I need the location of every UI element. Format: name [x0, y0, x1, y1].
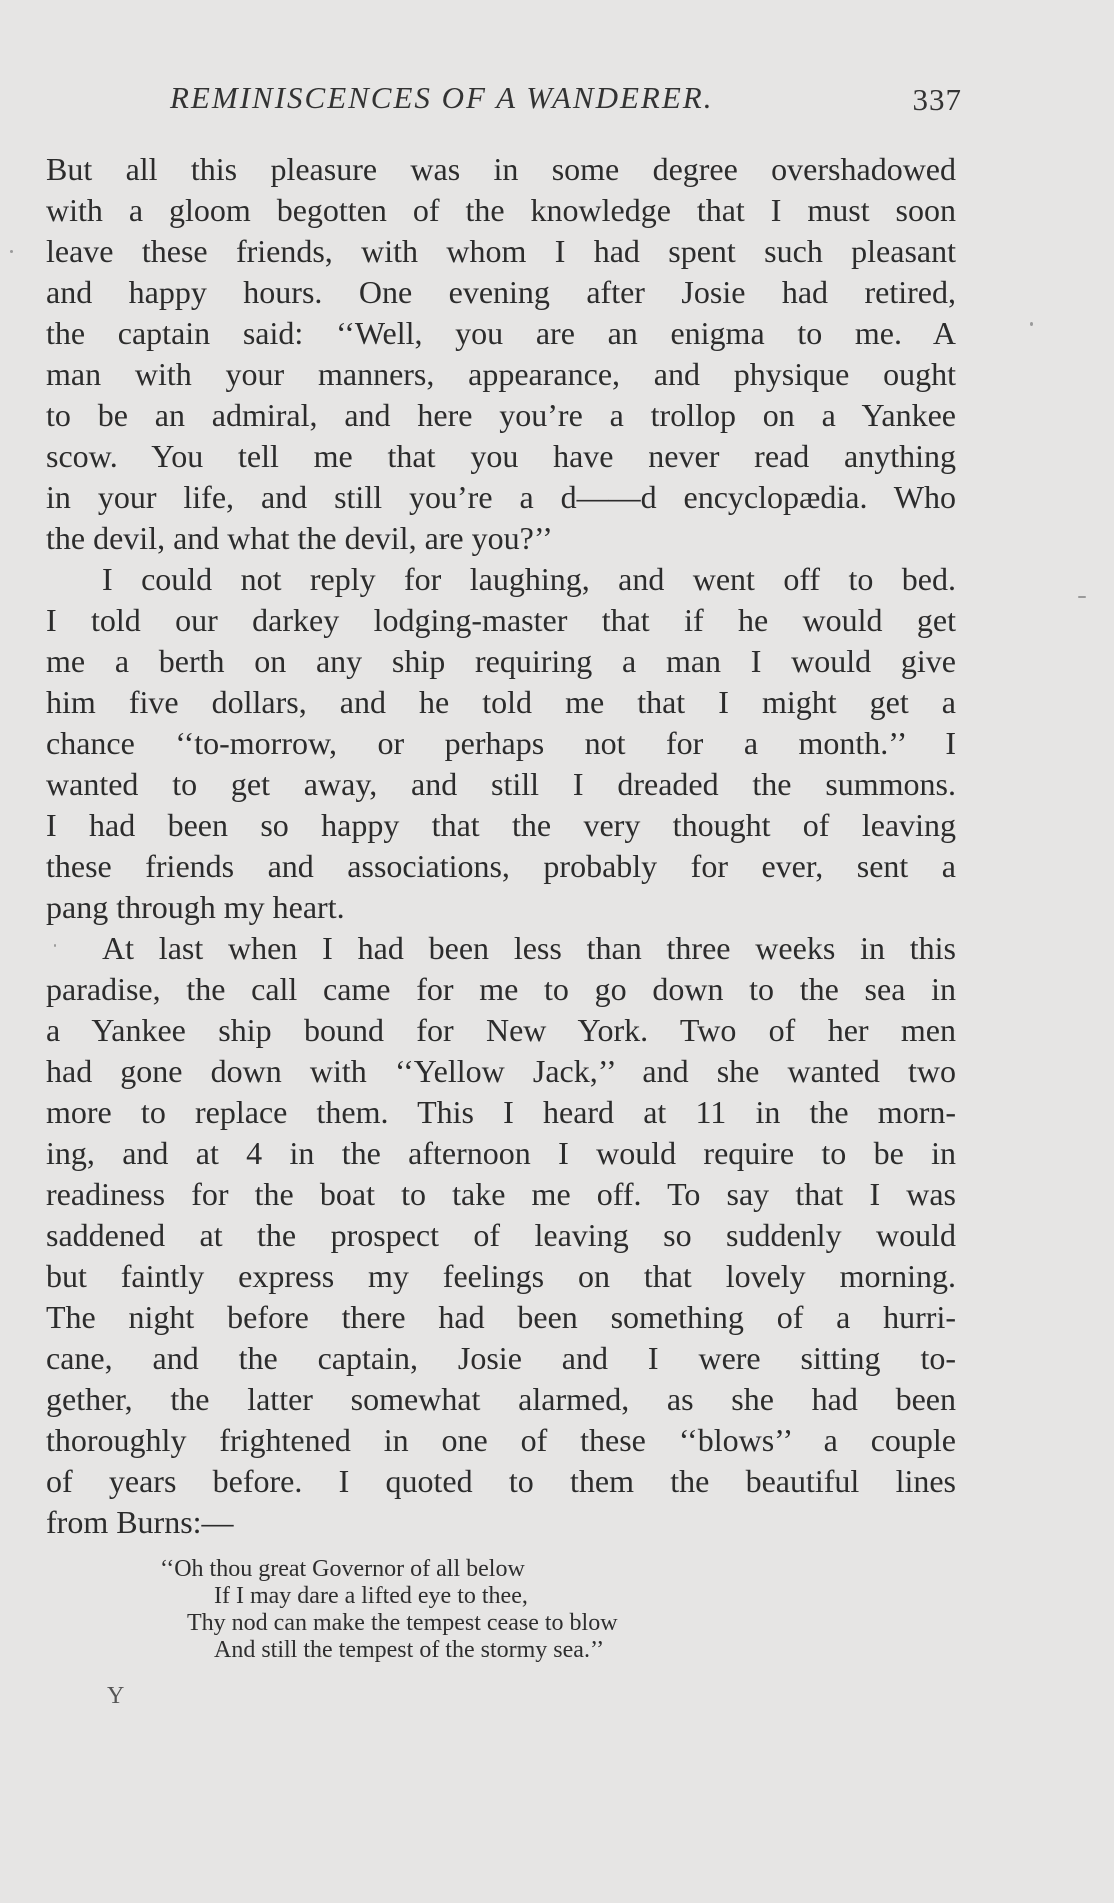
text-line: the devil, and what the devil, are you?’’	[46, 520, 553, 556]
text-line: of years before. I quoted to them the beautiful lines	[46, 1463, 956, 1499]
text-line: I told our darkey lodging-master that if he would get	[46, 602, 956, 638]
text-line: had gone down with ‘‘Yellow Jack,’’ and she wanted two	[46, 1053, 956, 1089]
text-line: I could not reply for laughing, and went off to bed.	[102, 561, 956, 597]
paper-speck	[54, 944, 56, 947]
text-line: in your life, and still you’re a d——d encyclopædia. Who	[46, 479, 956, 515]
text-line: the captain said: ‘‘Well, you are an enigma to me. A	[46, 315, 956, 351]
poem-quote	[160, 1556, 810, 1664]
paper-speck	[1078, 596, 1086, 598]
text-line: paradise, the call came for me to go down to the sea in	[46, 971, 956, 1007]
text-line: cane, and the captain, Josie and I were sitting to-	[46, 1340, 956, 1376]
text-line: man with your manners, appearance, and physique ought	[46, 356, 956, 392]
text-line: from Burns:—	[46, 1504, 234, 1540]
text-line: I had been so happy that the very thought of leaving	[46, 807, 956, 843]
text-line: gether, the latter somewhat alarmed, as she had been	[46, 1381, 956, 1417]
text-line: and happy hours. One evening after Josie had retired,	[46, 274, 956, 310]
text-line: pang through my heart.	[46, 889, 345, 925]
poem-line: And still the tempest of the stormy sea.’’	[214, 1637, 605, 1663]
text-line: scow. You tell me that you have never read anything	[46, 438, 956, 474]
text-line: But all this pleasure was in some degree overshadowed	[46, 151, 956, 187]
text-line: ing, and at 4 in the afternoon I would require to be in	[46, 1135, 956, 1171]
paragraph-3	[46, 928, 956, 1543]
text-line: to be an admiral, and here you’re a trollop on a Yankee	[46, 397, 956, 433]
text-line: chance ‘‘to-morrow, or perhaps not for a month.’’ I	[46, 725, 956, 761]
page-number: 337	[912, 82, 962, 117]
page-header	[170, 80, 970, 120]
text-line: thoroughly frightened in one of these ‘‘blows’’ a couple	[46, 1422, 956, 1458]
text-line: wanted to get away, and still I dreaded the summons.	[46, 766, 956, 802]
poem-line: Thy nod can make the tempest cease to blow	[187, 1610, 618, 1636]
text-line: me a berth on any ship requiring a man I would give	[46, 643, 956, 679]
text-line: The night before there had been something of a hurri-	[46, 1299, 956, 1335]
text-line: with a gloom begotten of the knowledge that I must soon	[46, 192, 956, 228]
text-line: leave these friends, with whom I had spent such pleasant	[46, 233, 956, 269]
paper-speck	[10, 250, 13, 253]
text-line: readiness for the boat to take me off. To say that I was	[46, 1176, 956, 1212]
text-line: saddened at the prospect of leaving so suddenly would	[46, 1217, 956, 1253]
body-text	[46, 149, 956, 1543]
text-line: more to replace them. This I heard at 11 in the morn-	[46, 1094, 956, 1130]
text-line: these friends and associations, probably for ever, sent a	[46, 848, 956, 884]
running-title: REMINISCENCES OF A WANDERER.	[170, 80, 714, 115]
text-line: but faintly express my feelings on that lovely morning.	[46, 1258, 956, 1294]
poem-line: If I may dare a lifted eye to thee,	[214, 1583, 528, 1609]
poem-line: ‘‘Oh thou great Governor of all below	[160, 1556, 525, 1582]
paper-speck	[1030, 322, 1033, 326]
text-line: a Yankee ship bound for New York. Two of her men	[46, 1012, 956, 1048]
text-line: him five dollars, and he told me that I might get a	[46, 684, 956, 720]
signature-mark: Y	[107, 1683, 125, 1709]
text-line: At last when I had been less than three weeks in this	[102, 930, 956, 966]
paragraph-1	[46, 149, 956, 559]
paragraph-2	[46, 559, 956, 928]
